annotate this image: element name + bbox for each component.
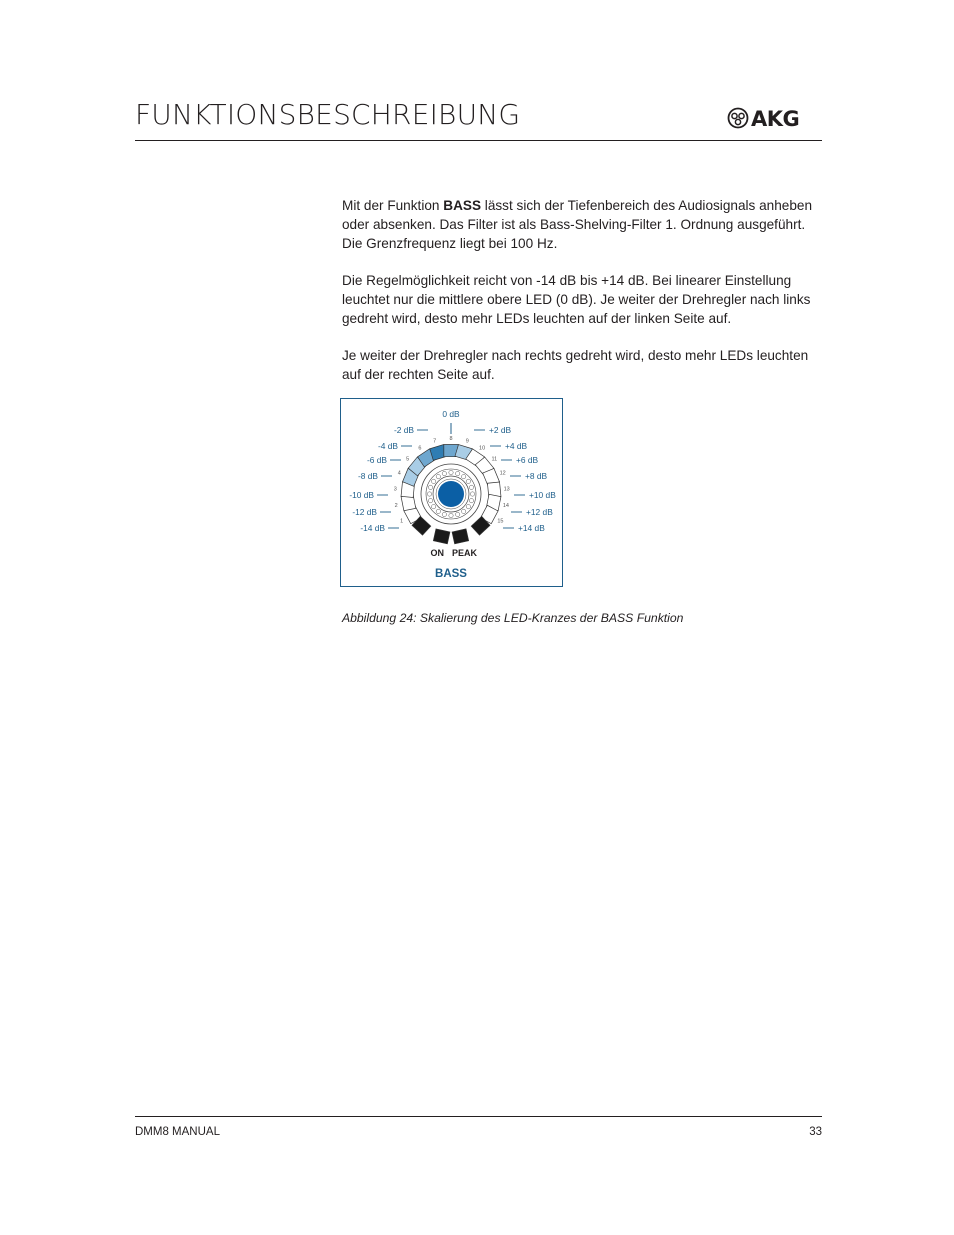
header-divider (135, 140, 822, 141)
p1-pre: Mit der Funktion (342, 198, 444, 213)
akg-emblem-icon (729, 109, 748, 128)
page-title: FUNKTIONSBESCHREIBUNG (135, 98, 521, 131)
knob-grip-notch (461, 474, 465, 478)
led-number: 10 (479, 445, 486, 452)
p1-bold-term: BASS (443, 198, 482, 213)
led-on (433, 529, 450, 544)
figure-caption: Abbildung 24: Skalierung des LED-Kranzes der BASS Funktion (342, 611, 684, 625)
led-number: 5 (406, 456, 410, 463)
knob-grip-notch (436, 509, 440, 513)
scale-label-right: +10 dB (529, 490, 556, 500)
led-number: 8 (449, 436, 453, 442)
knob-cap (438, 481, 464, 507)
scale-label-left: -8 dB (357, 471, 378, 481)
scale-label-right: +6 dB (516, 455, 539, 465)
knob-grip-notch (469, 498, 473, 502)
scale-label-right: +8 dB (525, 471, 548, 481)
scale-label-right: +2 dB (489, 425, 512, 435)
led-number: 14 (502, 502, 509, 509)
led-number: 1 (400, 518, 404, 525)
led-number: 12 (499, 470, 506, 477)
knob-grip-notch (436, 474, 440, 478)
paragraph-bass-intro (342, 196, 822, 253)
bass-led-ring-figure (340, 398, 563, 587)
led-number: 4 (397, 470, 401, 477)
footer-divider (135, 1116, 822, 1117)
led-number: 11 (491, 456, 498, 463)
knob-grip-notch (461, 509, 465, 513)
scale-label-left: -14 dB (360, 523, 385, 533)
knob-grip-notch (427, 492, 431, 496)
paragraph-right-turn: Je weiter der Drehregler nach rechts gedreht wird, desto mehr LEDs leuchten auf der rechten Seite auf. (342, 348, 809, 382)
knob-grip-notch (442, 471, 446, 475)
knob-grip-notch (449, 513, 453, 517)
led-number: 3 (393, 486, 397, 493)
peak-label: PEAK (452, 548, 478, 558)
led-number: 9 (465, 438, 469, 445)
akg-wordmark: AKG (751, 107, 800, 130)
bass-knob-label: BASS (435, 568, 467, 580)
knob-grip-notch (431, 479, 435, 483)
paragraph-range: Die Regelmöglichkeit reicht von -14 dB bis +14 dB. Bei linearer Einstellung leuchtet nur die mittlere obere LED (0 dB). Je weiter der Drehregler nach links gedreht wird, desto mehr LEDs leuchten auf der linken Seite auf. (342, 273, 811, 326)
knob-grip-notch (470, 492, 474, 496)
scale-label-right: +4 dB (505, 441, 528, 451)
scale-label-left: -10 dB (349, 490, 374, 500)
footer-manual-name: DMM8 MANUAL (135, 1126, 220, 1138)
label-0db: 0 dB (442, 409, 460, 419)
knob-grip-notch (449, 470, 453, 474)
p1-post: lässt sich der Tiefenbereich des Audiosignals anheben oder absenken. Das Filter ist als Bass-Shelving-Filter 1. Ordnung ausgeführt. Die Grenzfrequenz liegt bei 100 Hz. (342, 198, 813, 251)
scale-label-right: +12 dB (526, 507, 553, 517)
knob-grip-notch (442, 512, 446, 516)
scale-label-right: +14 dB (518, 523, 545, 533)
scale-label-left: -12 dB (352, 507, 377, 517)
led-number: 7 (433, 438, 437, 445)
led-number: 6 (418, 445, 422, 452)
on-label: ON (430, 548, 444, 558)
knob-grip-notch (455, 471, 459, 475)
akg-logo (727, 106, 823, 130)
led-ring-diagram (341, 399, 564, 588)
scale-label-left: -6 dB (366, 455, 387, 465)
knob-grip-notch (466, 504, 470, 508)
scale-label-left: -2 dB (393, 425, 414, 435)
led-number: 13 (503, 486, 510, 493)
footer-page-number: 33 (809, 1126, 822, 1138)
knob-grip-notch (469, 485, 473, 489)
knob-grip-notch (431, 504, 435, 508)
led-peak (452, 529, 469, 544)
knob-grip-notch (455, 512, 459, 516)
knob-grip-notch (428, 498, 432, 502)
scale-label-left: -4 dB (377, 441, 398, 451)
led-number: 2 (394, 502, 398, 509)
led-number: 15 (497, 518, 504, 525)
knob-body (421, 464, 481, 524)
knob-grip-notch (428, 485, 432, 489)
knob-grip-notch (466, 479, 470, 483)
